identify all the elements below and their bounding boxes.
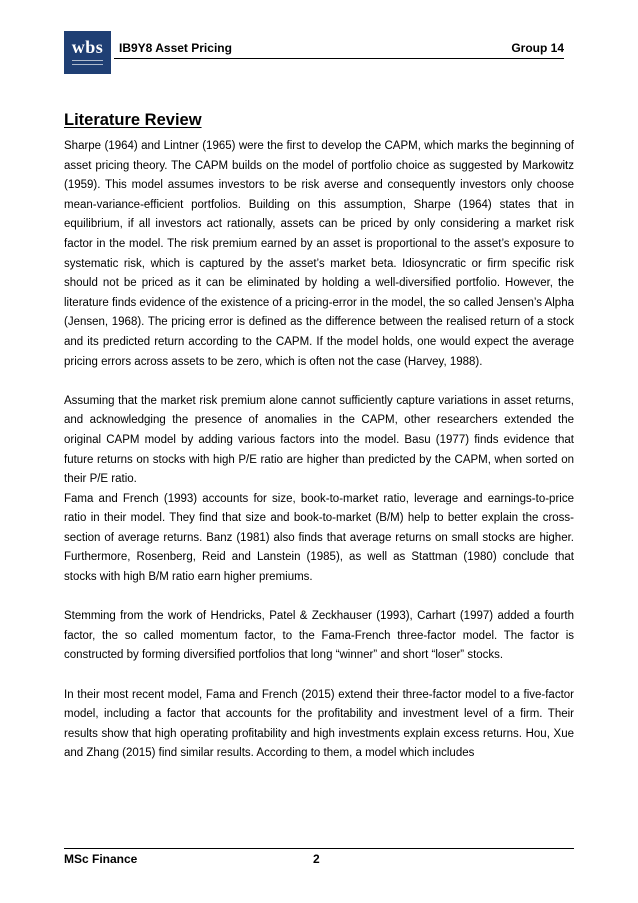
logo-text: wbs — [71, 37, 104, 57]
page-number: 2 — [313, 852, 320, 866]
paragraph-4: Stemming from the work of Hendricks, Patel & Zeckhauser (1993), Carhart (1997) added a fourth factor, the so called momentum factor, to the Fama-French three-factor model. The factor is constructed by forming diversified portfolios that long “winner” and short “loser” stocks. — [64, 610, 574, 662]
paragraph-5: In their most recent model, Fama and French (2015) extend their three-factor model to a five-factor model, including a factor that accounts for the profitability and investment level of a firm. Their results show that high operating profitability and high investments explain excess returns. Hou, Xue and Zhang (2015) find similar results. According to them, a model which includes — [64, 688, 574, 760]
header-divider — [114, 58, 564, 59]
header-title: IB9Y8 Asset Pricing — [119, 41, 232, 55]
footer-program: MSc Finance — [64, 852, 138, 866]
wbs-logo — [64, 31, 111, 74]
header-group: Group 14 — [511, 41, 564, 55]
section-heading: Literature Review — [64, 111, 202, 129]
footer-divider — [64, 848, 574, 849]
paragraph-1: Sharpe (1964) and Lintner (1965) were the first to develop the CAPM, which marks the beginning of asset pricing theory. The CAPM builds on the model of portfolio choice as suggested by Markowitz (1959). This model assumes investors to be risk averse and consequently investors only choose mean-variance-efficient portfolios. Building on this assumption, Sharpe (1964) states that in equilibrium, if all investors act rationally, assets can be priced by only considering a market risk factor in the model. The risk premium earned by an asset is proportional to the asset’s exposure to systematic risk, which is captured by the asset’s market beta. Idiosyncratic or firm specific risk should not be priced as it can be eliminated by holding a well-diversified portfolio. However, the literature finds evidence of the existence of a pricing-error in the model, the so called Jensen’s Alpha (Jensen, 1968). The pricing error is defined as the difference between the realised return of a stock and its predicted return according to the CAPM. If the model holds, one would expect the average pricing errors across assets to be zero, which is often not the case (Harvey, 1988). — [64, 140, 574, 368]
logo-tagline-lines — [72, 60, 103, 68]
paragraph-3: Fama and French (1993) accounts for size, book-to-market ratio, leverage and earnings-to-price ratio in their model. They find that size and book-to-market (B/M) help to better explain the cross-section of average returns. Banz (1981) also finds that average returns on small stocks are higher. Furthermore, Rosenberg, Reid and Lanstein (1985), as well as Stattman (1980) conclude that stocks with high B/M ratio earn higher premiums. — [64, 492, 574, 584]
paragraph-2: Assuming that the market risk premium alone cannot sufficiently capture variations in asset returns, and acknowledging the presence of anomalies in the CAPM, other researchers extended the original CAPM model by adding various factors into the model. Basu (1977) finds evidence that future returns on stocks with high P/E ratio are higher than predicted by the CAPM, when sorted on their P/E ratio. — [64, 394, 574, 486]
body-text — [64, 137, 574, 764]
